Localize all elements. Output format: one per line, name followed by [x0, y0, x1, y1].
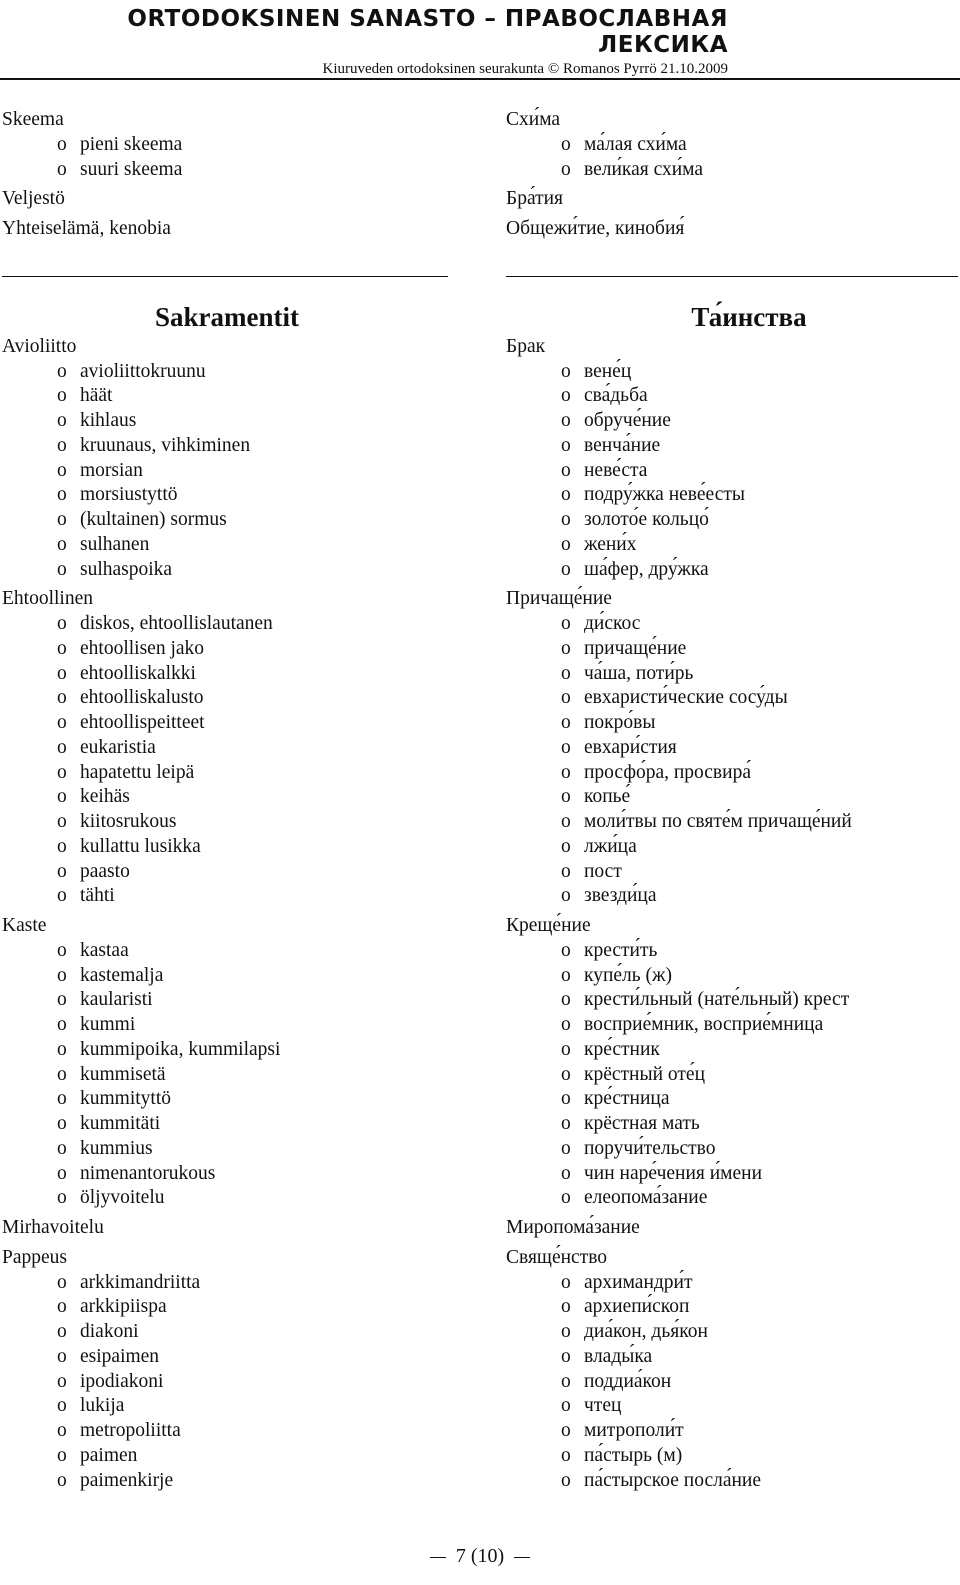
- list-item-text: евхаристи́ческие сосу́ды: [584, 687, 788, 709]
- list-item-text: kummius: [80, 1137, 153, 1159]
- list-item: [2, 686, 452, 711]
- list-item: [2, 637, 452, 662]
- bullet: o: [57, 558, 67, 580]
- list-item: [506, 1370, 956, 1395]
- bullet: o: [561, 1088, 571, 1110]
- bullet: o: [561, 1187, 571, 1209]
- list-item-text: paimen: [80, 1444, 138, 1466]
- bullet: o: [57, 1014, 67, 1035]
- bullet: o: [57, 158, 67, 180]
- bullet: o: [57, 736, 67, 758]
- list-item-text: ди́скос: [584, 613, 641, 634]
- category-term: Avioliitto: [2, 335, 77, 357]
- list-item-text: кре́стник: [584, 1038, 660, 1060]
- bullet: o: [57, 459, 67, 481]
- list-item-text: крести́ть: [584, 939, 658, 961]
- bullet: o: [561, 1345, 571, 1367]
- bullet: o: [57, 1345, 67, 1367]
- list-item: [506, 1162, 956, 1187]
- list-item-text: kiitosrukous: [80, 811, 177, 832]
- bullet: o: [57, 509, 67, 530]
- list-item-text: diskos, ehtoollislautanen: [80, 613, 273, 634]
- list-item: [506, 1087, 956, 1112]
- list-item-text: жени́х: [584, 533, 637, 555]
- list-item-text: eukaristia: [80, 736, 156, 758]
- bullet: o: [57, 811, 67, 832]
- bullet: o: [561, 613, 571, 634]
- bullet: o: [57, 410, 67, 431]
- list-item-text: архиепи́скоп: [584, 1296, 690, 1318]
- list-item-text: ehtoollispeitteet: [80, 712, 205, 733]
- category-term: Ehtoollinen: [2, 588, 93, 610]
- bullet: o: [561, 533, 571, 555]
- list-item: [506, 1469, 956, 1494]
- bullet: o: [561, 1271, 571, 1293]
- bullet: o: [561, 1370, 571, 1392]
- list-item: [2, 1345, 452, 1370]
- bullet: o: [561, 761, 571, 783]
- bullet: o: [57, 1063, 67, 1085]
- list-item: [2, 459, 452, 484]
- bullet: o: [561, 1113, 571, 1134]
- list-item-text: sulhaspoika: [80, 558, 173, 580]
- bullet: o: [561, 509, 571, 530]
- section-divider: [506, 276, 958, 277]
- list-item: [506, 860, 956, 885]
- list-item: [506, 884, 956, 909]
- list-item: [506, 785, 956, 810]
- list-item-text: купе́ль (ж): [584, 964, 672, 986]
- bullet: o: [561, 1395, 571, 1417]
- document-title: ORTODOKSINEN SANASTO – ПРАВОСЛАВНАЯ ЛЕКСИКА: [127, 6, 728, 58]
- list-item: [506, 1345, 956, 1370]
- bullet: o: [561, 133, 571, 155]
- bullet: o: [57, 712, 67, 733]
- bullet: o: [561, 736, 571, 758]
- category-term: Бра́тия: [506, 188, 564, 210]
- list-item-text: крёстный оте́ц: [584, 1063, 706, 1085]
- list-item: [2, 508, 452, 533]
- list-item-text: поручи́тельство: [584, 1137, 716, 1159]
- bullet: o: [561, 662, 571, 684]
- list-item: [2, 939, 452, 964]
- list-item-text: ehtoolliskalusto: [80, 687, 204, 709]
- header-divider: [0, 78, 960, 80]
- bullet: o: [561, 360, 571, 382]
- list-item-text: paasto: [80, 860, 130, 882]
- list-item-text: keihäs: [80, 786, 130, 808]
- bullet: o: [561, 939, 571, 961]
- bullet: o: [57, 1038, 67, 1060]
- list-item-text: па́стырь (м): [584, 1444, 683, 1466]
- list-item-text: kummisetä: [80, 1063, 166, 1085]
- list-item-text: kastaa: [80, 939, 129, 961]
- list-item-text: nimenantorukous: [80, 1162, 216, 1184]
- list-item: [2, 1469, 452, 1494]
- list-item-text: сва́дьба: [584, 385, 648, 407]
- section-heading: Та́инства: [691, 301, 807, 332]
- category-term: Общежи́тие, кинобия́: [506, 218, 685, 239]
- bullet: o: [561, 786, 571, 808]
- list-item: [506, 1394, 956, 1419]
- list-item-text: елеопома́зание: [584, 1187, 708, 1209]
- list-item-text: kihlaus: [80, 410, 137, 431]
- list-item-text: (kultainen) sormus: [80, 509, 227, 530]
- page-number: 7 (10): [455, 1545, 505, 1567]
- list-item-text: венча́ние: [584, 434, 661, 456]
- bullet: o: [561, 687, 571, 709]
- bullet: o: [57, 613, 67, 634]
- bullet: o: [561, 434, 571, 456]
- bullet: o: [57, 484, 67, 506]
- bullet: o: [57, 964, 67, 986]
- bullet: o: [57, 1370, 67, 1392]
- list-item: [506, 483, 956, 508]
- category-term: Veljestö: [2, 188, 65, 210]
- list-item-text: обруче́ние: [584, 410, 671, 431]
- list-item-text: avioliittokruunu: [80, 360, 206, 382]
- list-item: [2, 158, 452, 183]
- category-term: Mirhavoitelu: [2, 1217, 104, 1238]
- list-item: [506, 1137, 956, 1162]
- list-item-text: архимандри́т: [584, 1271, 693, 1293]
- bullet: o: [561, 835, 571, 857]
- bullet: o: [57, 1296, 67, 1318]
- bullet: o: [57, 1420, 67, 1441]
- list-item: [506, 133, 956, 158]
- list-item: [2, 988, 452, 1013]
- bullet: o: [561, 1296, 571, 1318]
- list-item: [2, 711, 452, 736]
- list-item: [506, 686, 956, 711]
- list-item-text: suuri skeema: [80, 158, 183, 180]
- bullet: o: [561, 558, 571, 580]
- bullet: o: [561, 1321, 571, 1342]
- category-term: Skeema: [2, 109, 64, 130]
- list-item-text: звезди́ца: [584, 885, 657, 907]
- bullet: o: [561, 1469, 571, 1491]
- list-item: [506, 1444, 956, 1469]
- list-item: [506, 1013, 956, 1038]
- list-item: [2, 409, 452, 434]
- bullet: o: [57, 1271, 67, 1293]
- bullet: o: [561, 1038, 571, 1060]
- list-item-text: lukija: [80, 1395, 125, 1417]
- list-item-text: tähti: [80, 885, 115, 907]
- list-item-text: öljyvoitelu: [80, 1187, 165, 1209]
- category-term: Причаще́ние: [506, 588, 612, 610]
- list-item-text: kastemalja: [80, 964, 164, 986]
- list-item: [2, 434, 452, 459]
- list-item: [2, 384, 452, 409]
- list-item-text: metropoliitta: [80, 1420, 181, 1441]
- list-item-text: kaularisti: [80, 989, 153, 1011]
- list-item-text: пост: [584, 860, 622, 882]
- list-item-text: paimenkirje: [80, 1469, 174, 1491]
- bullet: o: [57, 1137, 67, 1159]
- bullet: o: [561, 410, 571, 431]
- list-item-text: покро́вы: [584, 712, 656, 733]
- list-item-text: вене́ц: [584, 360, 632, 382]
- bullet: o: [57, 1187, 67, 1209]
- category-term: Брак: [506, 335, 546, 357]
- list-item: [2, 360, 452, 385]
- list-item: [2, 1112, 452, 1137]
- list-item: [506, 1320, 956, 1345]
- list-item: [2, 761, 452, 786]
- list-item: [506, 1295, 956, 1320]
- list-item-text: morsiustyttö: [80, 484, 178, 506]
- list-item: [2, 835, 452, 860]
- list-item: [506, 409, 956, 434]
- bullet: o: [57, 1469, 67, 1491]
- bullet: o: [561, 1063, 571, 1085]
- category-term: Kaste: [2, 915, 47, 936]
- page-header: [0, 6, 728, 78]
- list-item: [506, 964, 956, 989]
- list-item-text: kummitäti: [80, 1113, 161, 1134]
- bullet: o: [561, 484, 571, 506]
- bullet: o: [57, 1321, 67, 1342]
- bullet: o: [57, 687, 67, 709]
- list-item-text: крести́льный (нате́льный) крест: [584, 989, 850, 1011]
- list-item: [2, 1087, 452, 1112]
- list-item-text: ipodiakoni: [80, 1370, 164, 1392]
- list-item-text: hapatettu leipä: [80, 761, 195, 783]
- bullet: o: [57, 1162, 67, 1184]
- list-item: [2, 1320, 452, 1345]
- list-item: [2, 1013, 452, 1038]
- list-item: [506, 558, 956, 583]
- bullet: o: [561, 1014, 571, 1035]
- list-item-text: влады́ка: [584, 1345, 653, 1367]
- list-item: [506, 533, 956, 558]
- category-term: Pappeus: [2, 1246, 67, 1268]
- bullet: o: [57, 939, 67, 961]
- finnish-column: [2, 108, 452, 1493]
- list-item: [2, 1444, 452, 1469]
- category-term: Свяще́нство: [506, 1246, 608, 1268]
- list-item: [506, 1271, 956, 1296]
- list-item: [2, 1162, 452, 1187]
- list-item: [506, 1112, 956, 1137]
- bullet: o: [57, 1395, 67, 1417]
- list-item: [506, 158, 956, 183]
- bullet: o: [561, 811, 571, 832]
- list-item-text: золото́е кольцо́: [584, 509, 709, 530]
- category-term: Креще́ние: [506, 915, 591, 936]
- bullet: o: [57, 989, 67, 1011]
- bullet: o: [57, 360, 67, 382]
- list-item-text: поддиа́кон: [584, 1370, 672, 1392]
- list-item-text: sulhanen: [80, 533, 150, 555]
- list-item-text: просфо́ра, просвира́: [584, 761, 751, 783]
- list-item-text: morsian: [80, 459, 143, 481]
- list-item: [506, 360, 956, 385]
- list-item: [2, 1271, 452, 1296]
- bullet: o: [561, 1420, 571, 1441]
- bullet: o: [561, 1444, 571, 1466]
- bullet: o: [561, 712, 571, 733]
- list-item: [2, 1419, 452, 1444]
- list-item-text: ehtoolliskalkki: [80, 662, 196, 684]
- list-item: [2, 785, 452, 810]
- list-item-text: неве́ста: [584, 459, 648, 481]
- bullet: o: [57, 786, 67, 808]
- list-item: [2, 662, 452, 687]
- list-item-text: ча́ша, поти́рь: [584, 662, 694, 684]
- list-item: [506, 761, 956, 786]
- list-item-text: esipaimen: [80, 1345, 160, 1367]
- list-item-text: причаще́ние: [584, 637, 687, 659]
- list-item-text: pieni skeema: [80, 133, 183, 155]
- bullet: o: [57, 1088, 67, 1110]
- bullet: o: [561, 964, 571, 986]
- category-term: Схи́ма: [506, 109, 561, 130]
- list-item-text: kummipoika, kummilapsi: [80, 1038, 281, 1060]
- list-item: [2, 860, 452, 885]
- list-item: [506, 662, 956, 687]
- list-item-text: евхари́стия: [584, 736, 677, 758]
- list-item-text: häät: [80, 385, 113, 407]
- bullet: o: [57, 835, 67, 857]
- list-item-text: моли́твы по святе́м причаще́ний: [584, 811, 852, 832]
- bullet: o: [57, 133, 67, 155]
- list-item: [2, 1370, 452, 1395]
- list-item: [2, 736, 452, 761]
- bullet: o: [561, 860, 571, 882]
- bullet: o: [561, 637, 571, 659]
- list-item-text: ша́фер, дру́жка: [584, 558, 709, 580]
- list-item-text: лжи́ца: [584, 835, 637, 857]
- bullet: o: [57, 662, 67, 684]
- bullet: o: [561, 1137, 571, 1159]
- list-item: [506, 988, 956, 1013]
- bullet: o: [561, 158, 571, 180]
- list-item: [2, 1137, 452, 1162]
- category-term: Yhteiselämä, kenobia: [2, 218, 171, 239]
- list-item-text: arkkimandriitta: [80, 1271, 201, 1293]
- list-item: [506, 637, 956, 662]
- section-divider: [2, 276, 448, 277]
- list-item: [2, 810, 452, 835]
- list-item: [506, 1186, 956, 1211]
- list-item: [2, 558, 452, 583]
- list-item-text: подру́жка неве́есты: [584, 484, 745, 506]
- list-item: [506, 459, 956, 484]
- bullet: o: [57, 885, 67, 907]
- list-item: [506, 508, 956, 533]
- list-item-text: diakoni: [80, 1321, 139, 1342]
- list-item: [506, 1419, 956, 1444]
- footer-dash-left: [430, 1557, 446, 1558]
- bullet: o: [561, 385, 571, 407]
- bullet: o: [57, 533, 67, 555]
- list-item: [2, 612, 452, 637]
- list-item: [2, 533, 452, 558]
- bullet: o: [57, 434, 67, 456]
- category-term: Миропома́зание: [506, 1217, 640, 1238]
- bullet: o: [561, 885, 571, 907]
- footer-dash-right: [514, 1557, 530, 1558]
- bullet: o: [561, 1162, 571, 1184]
- russian-column: [506, 108, 956, 1493]
- list-item: [2, 1394, 452, 1419]
- list-item: [2, 964, 452, 989]
- list-item: [506, 835, 956, 860]
- list-item-text: кре́стница: [584, 1088, 670, 1110]
- bullet: o: [57, 637, 67, 659]
- list-item-text: копье́: [584, 786, 631, 808]
- list-item: [2, 1186, 452, 1211]
- list-item: [506, 1038, 956, 1063]
- list-item-text: ма́лая схи́ма: [584, 133, 687, 155]
- list-item: [2, 1063, 452, 1088]
- list-item-text: чтец: [584, 1395, 622, 1417]
- page-footer: [0, 1545, 960, 1568]
- list-item-text: диа́кон, дья́кон: [584, 1321, 708, 1342]
- list-item: [506, 612, 956, 637]
- list-item: [2, 483, 452, 508]
- bullet: o: [57, 385, 67, 407]
- bullet: o: [57, 761, 67, 783]
- list-item: [506, 736, 956, 761]
- list-item: [506, 939, 956, 964]
- list-item-text: kummityttö: [80, 1088, 172, 1110]
- bullet: o: [561, 989, 571, 1011]
- list-item-text: kullattu lusikka: [80, 835, 201, 857]
- list-item-text: крёстная мать: [584, 1113, 700, 1134]
- list-item: [506, 810, 956, 835]
- list-item-text: arkkipiispa: [80, 1296, 167, 1318]
- list-item-text: kruunaus, vihkiminen: [80, 434, 251, 456]
- document-subtitle: Kiuruveden ortodoksinen seurakunta © Romanos Pyrrö 21.10.2009: [322, 61, 728, 77]
- list-item-text: вели́кая схи́ма: [584, 158, 704, 180]
- section-heading: Sakramentit: [155, 301, 299, 332]
- bullet: o: [57, 1113, 67, 1134]
- list-item-text: ehtoollisen jako: [80, 637, 205, 659]
- list-item-text: чин наре́чения и́мени: [584, 1162, 763, 1184]
- list-item-text: kummi: [80, 1014, 136, 1035]
- list-item-text: па́стырское посла́ние: [584, 1469, 762, 1491]
- list-item: [506, 711, 956, 736]
- bullet: o: [57, 1444, 67, 1466]
- list-item: [2, 1295, 452, 1320]
- list-item-text: митрополи́т: [584, 1420, 684, 1441]
- list-item-text: восприе́мник, восприе́мница: [584, 1014, 824, 1035]
- list-item: [2, 1038, 452, 1063]
- list-item: [2, 884, 452, 909]
- list-item: [506, 384, 956, 409]
- list-item: [506, 434, 956, 459]
- list-item: [506, 1063, 956, 1088]
- bullet: o: [561, 459, 571, 481]
- bullet: o: [57, 860, 67, 882]
- list-item: [2, 133, 452, 158]
